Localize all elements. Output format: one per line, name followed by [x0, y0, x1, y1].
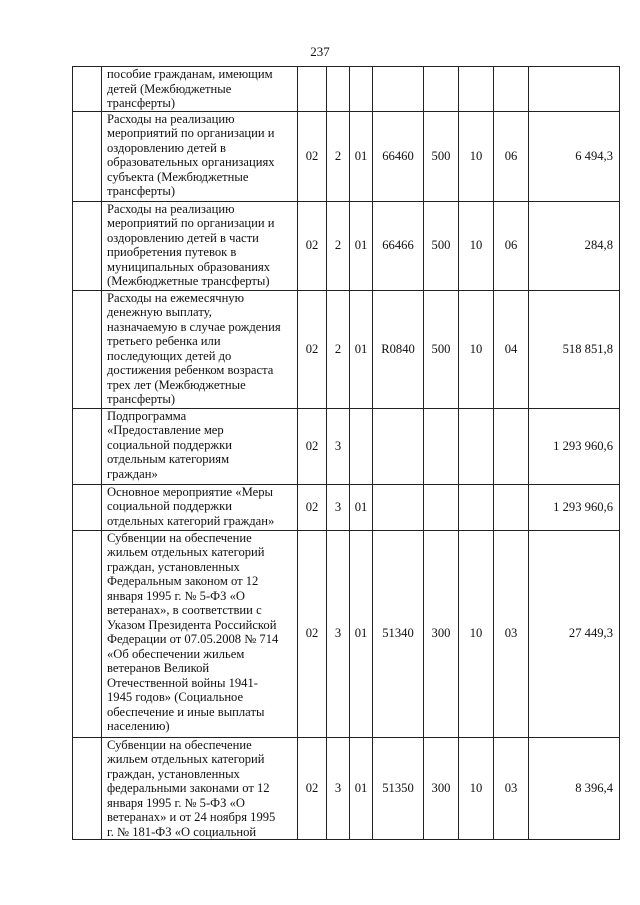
subprogram-code-cell: 01: [350, 737, 373, 840]
description-cell: [102, 111, 298, 201]
page-number: 237: [310, 44, 330, 59]
description-line: Субвенции на обеспечение: [107, 530, 252, 545]
description-line: Расходы на реализацию: [107, 201, 235, 216]
table-row: [73, 737, 620, 840]
subprogram-code-cell: [350, 67, 373, 112]
direction-code-cell: 51340: [373, 530, 424, 737]
table-row: [73, 530, 620, 737]
subsection-cell: 06: [494, 111, 529, 201]
description-line: «Предоставление мер: [107, 423, 224, 437]
description-line: отдельных категорий граждан»: [107, 513, 275, 528]
ministry-code-cell: 02: [298, 111, 327, 201]
expense-type-cell: 500: [424, 290, 459, 408]
subsection-cell: 06: [494, 201, 529, 290]
expense-type-cell: 300: [424, 737, 459, 840]
description-cell: [102, 67, 298, 112]
description-line: граждан, установленных: [107, 766, 240, 781]
description-line: мероприятий по организации и: [107, 216, 275, 230]
row-number-cell: [73, 67, 102, 112]
section-cell: 10: [459, 111, 494, 201]
amount-cell: [529, 67, 620, 112]
description-line: социальной поддержки: [107, 499, 232, 513]
description-line: муниципальных образованиях: [107, 259, 271, 274]
description-line: января 1995 г. № 5-ФЗ «О: [107, 588, 245, 603]
description-line: населению): [107, 719, 170, 733]
subprogram-code-cell: 01: [350, 201, 373, 290]
subsection-cell: 03: [494, 530, 529, 737]
budget-table: [72, 66, 620, 840]
subprogram-code-cell: 01: [350, 111, 373, 201]
program-code-cell: 3: [327, 737, 350, 840]
subsection-cell: [494, 67, 529, 112]
section-cell: 10: [459, 201, 494, 290]
description-line: Подпрограмма: [107, 408, 187, 423]
subsection-cell: [494, 408, 529, 484]
subsection-cell: 04: [494, 290, 529, 408]
row-number-cell: [73, 290, 102, 408]
subprogram-code-cell: 01: [350, 484, 373, 530]
subsection-cell: 03: [494, 737, 529, 840]
description-line: детей (Межбюджетные: [107, 81, 232, 96]
description-line: обеспечение и иные выплаты: [107, 704, 265, 719]
description-line: Основное мероприятие «Меры: [107, 484, 273, 499]
amount-cell: 1 293 960,6: [529, 484, 620, 530]
subprogram-code-cell: 01: [350, 530, 373, 737]
program-code-cell: 2: [327, 290, 350, 408]
description-line: социальной поддержки: [107, 437, 232, 452]
row-number-cell: [73, 737, 102, 840]
table-row: [73, 290, 620, 408]
ministry-code-cell: 02: [298, 530, 327, 737]
amount-cell: 518 851,8: [529, 290, 620, 408]
expense-type-cell: 300: [424, 530, 459, 737]
description-line: января 1995 г. № 5-ФЗ «О: [107, 795, 245, 810]
description-line: «Об обеспечении жильем: [107, 646, 245, 661]
description-line: образовательных организациях: [107, 155, 275, 169]
description-line: ветеранах», в соответствии с: [107, 603, 262, 617]
description-line: ветеранах» и от 24 ноября 1995: [107, 810, 276, 824]
description-line: ветеранов Великой: [107, 661, 210, 675]
section-cell: 10: [459, 530, 494, 737]
amount-cell: 284,8: [529, 201, 620, 290]
table-row: [73, 111, 620, 201]
description-line: пособие гражданам, имеющим: [107, 67, 273, 81]
description-cell: [102, 530, 298, 737]
description-line: Субвенции на обеспечение: [107, 737, 252, 752]
program-code-cell: [327, 67, 350, 112]
description-line: мероприятий по организации и: [107, 126, 275, 140]
section-cell: 10: [459, 737, 494, 840]
program-code-cell: 3: [327, 408, 350, 484]
amount-cell: 27 449,3: [529, 530, 620, 737]
program-code-cell: 2: [327, 111, 350, 201]
description-line: Отечественной войны 1941-: [107, 675, 258, 690]
description-line: Федеральным законом от 12: [107, 574, 259, 588]
description-line: денежную выплату,: [107, 305, 212, 319]
description-line: субъекта (Межбюджетные: [107, 169, 249, 184]
program-code-cell: 3: [327, 484, 350, 530]
description-line: оздоровлению детей в части: [107, 230, 259, 245]
table-row: [73, 67, 620, 112]
table-row: [73, 408, 620, 484]
amount-cell: 6 494,3: [529, 111, 620, 201]
description-cell: [102, 408, 298, 484]
description-cell: [102, 484, 298, 530]
description-line: назначаемую в случае рождения: [107, 319, 281, 334]
description-line: трех лет (Межбюджетные: [107, 377, 246, 392]
description-line: г. № 181-ФЗ «О социальной: [107, 824, 257, 839]
description-cell: [102, 201, 298, 290]
table-row: [73, 484, 620, 530]
budget-table-body: [73, 67, 620, 840]
description-line: оздоровлению детей в: [107, 140, 226, 155]
description-line: жильем отдельных категорий: [107, 545, 265, 559]
subsection-cell: [494, 484, 529, 530]
description-line: (Межбюджетные трансферты): [107, 274, 270, 288]
description-line: федеральными законами от 12: [107, 781, 270, 795]
description-line: 1945 годов» (Социальное: [107, 690, 244, 704]
section-cell: [459, 408, 494, 484]
amount-cell: 8 396,4: [529, 737, 620, 840]
direction-code-cell: R0840: [373, 290, 424, 408]
row-number-cell: [73, 111, 102, 201]
description-line: граждан»: [107, 466, 158, 481]
description-line: Федерации от 07.05.2008 № 714: [107, 632, 279, 646]
description-line: трансферты): [107, 96, 176, 110]
description-line: достижения ребенком возраста: [107, 363, 274, 377]
direction-code-cell: 51350: [373, 737, 424, 840]
ministry-code-cell: 02: [298, 290, 327, 408]
expense-type-cell: [424, 408, 459, 484]
description-line: последующих детей до: [107, 348, 232, 363]
subprogram-code-cell: 01: [350, 290, 373, 408]
program-code-cell: 2: [327, 201, 350, 290]
amount-cell: 1 293 960,6: [529, 408, 620, 484]
ministry-code-cell: 02: [298, 408, 327, 484]
description-line: отдельным категориям: [107, 452, 230, 466]
row-number-cell: [73, 530, 102, 737]
section-cell: [459, 67, 494, 112]
section-cell: 10: [459, 290, 494, 408]
description-line: третьего ребенка или: [107, 334, 221, 348]
direction-code-cell: [373, 67, 424, 112]
ministry-code-cell: 02: [298, 737, 327, 840]
ministry-code-cell: [298, 67, 327, 112]
description-line: приобретения путевок в: [107, 245, 237, 259]
expense-type-cell: 500: [424, 111, 459, 201]
direction-code-cell: 66466: [373, 201, 424, 290]
description-line: Расходы на реализацию: [107, 111, 235, 126]
ministry-code-cell: 02: [298, 201, 327, 290]
section-cell: [459, 484, 494, 530]
program-code-cell: 3: [327, 530, 350, 737]
expense-type-cell: 500: [424, 201, 459, 290]
description-line: жильем отдельных категорий: [107, 752, 265, 766]
direction-code-cell: [373, 484, 424, 530]
subprogram-code-cell: [350, 408, 373, 484]
description-cell: [102, 737, 298, 840]
row-number-cell: [73, 484, 102, 530]
expense-type-cell: [424, 67, 459, 112]
row-number-cell: [73, 201, 102, 290]
table-row: [73, 201, 620, 290]
description-line: Указом Президента Российской: [107, 617, 277, 632]
description-line: трансферты): [107, 392, 176, 406]
direction-code-cell: 66460: [373, 111, 424, 201]
description-line: Расходы на ежемесячную: [107, 290, 245, 305]
description-cell: [102, 290, 298, 408]
ministry-code-cell: 02: [298, 484, 327, 530]
direction-code-cell: [373, 408, 424, 484]
description-line: граждан, установленных: [107, 559, 240, 574]
expense-type-cell: [424, 484, 459, 530]
row-number-cell: [73, 408, 102, 484]
description-line: трансферты): [107, 184, 176, 198]
